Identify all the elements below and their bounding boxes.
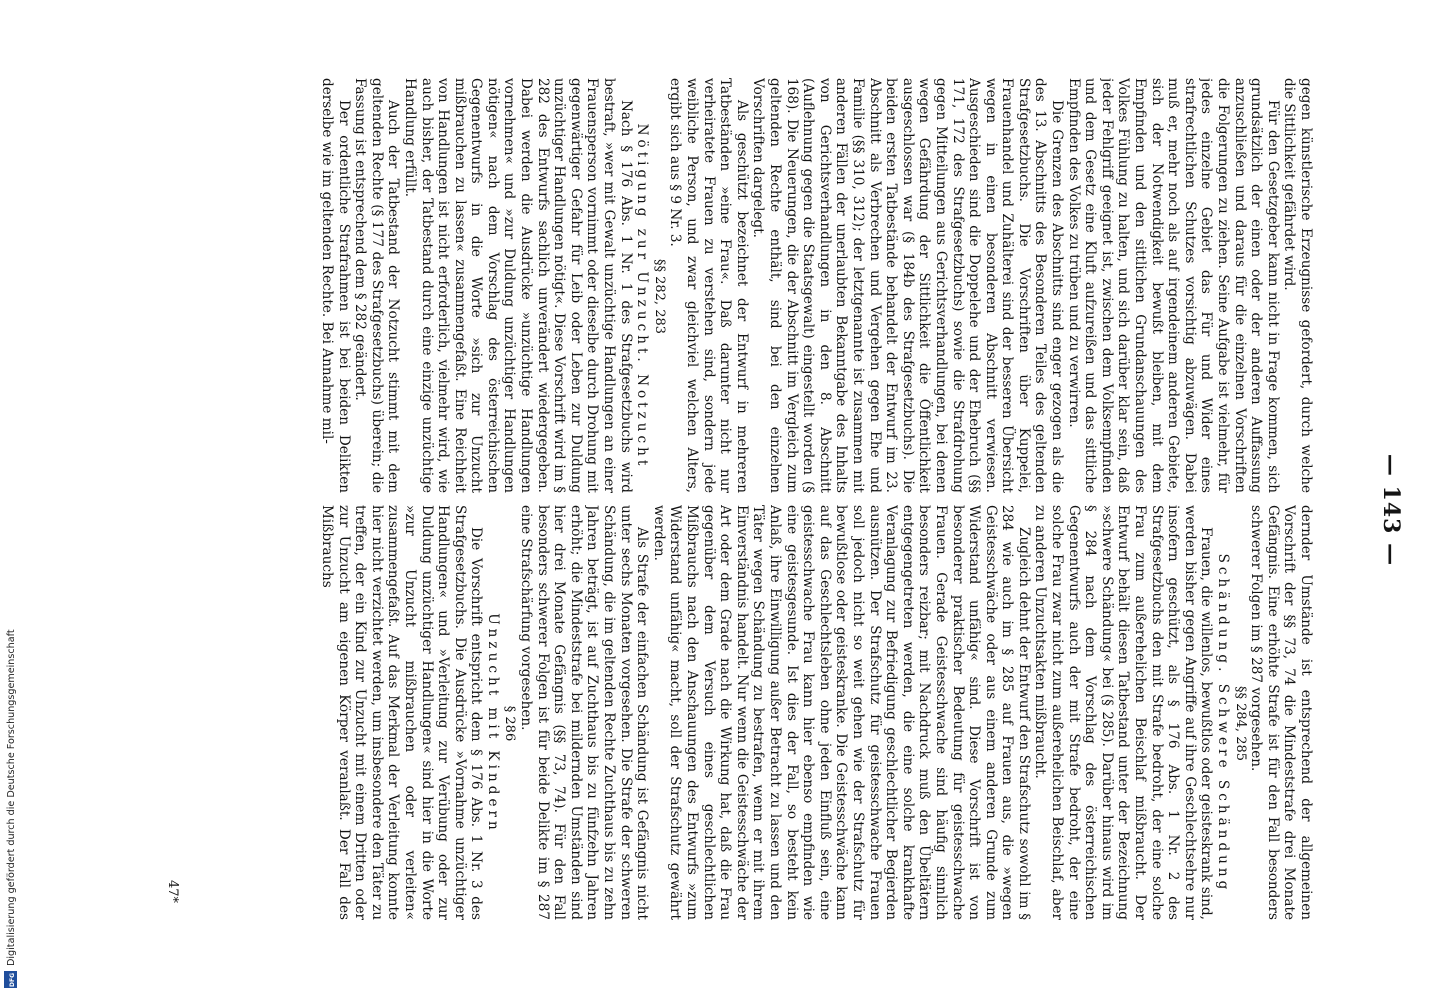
paragraph: Als Strafe der einfachen Schändung ist Gefängnis nicht unter sechs Monaten vorgesehen. Die Strafe der schweren Schändung, die im geltenden Rechte Zuchthaus bis zu zehn Jahren beträgt, ist auf Zuchthaus bis zu fünfzehn Jahren erhöht; die Mindeststrafe bei mildernden Umständen sind hier drei Monate Gefängnis (§§ 73, 74). Für den Fall besonders schwerer Folgen ist für beide Delikte im § 287 eine Strafschärfung vorgesehen. <box>518 505 651 920</box>
paragraph: Für den Gesetzgeber kann nicht in Frage kommen, sich grundsätzlich der einen oder der anderen Auffassung anzuschließen und daraus für die einzelnen Vorschriften die Folgerungen zu ziehen. Seine Aufgabe ist vielmehr, für jedes einzelne Gebiet das Für und Wider eines strafrechtlichen Schutzes vorsichtig abzuwägen. Dabei muß er, mehr noch als auf irgendeinem anderen Gebiete, sich der Notwendigkeit bewußt bleiben, mit dem Empfinden und den sittlichen Grundanschauungen des Volkes Fühlung zu halten, und sich darüber klar sein, daß jeder Fehlgriff geeignet ist, zwischen dem Volksempfinden und dem Gesetz eine Kluft aufzureißen und das sittliche Empfinden des Volkes zu trüben und zu verwirren. <box>1065 78 1281 493</box>
section-title: Unzucht mit Kindern <box>484 613 501 834</box>
paragraph: Die Vorschrift entspricht dem § 176 Abs. 1 Nr. 3 des Strafgesetzbuchs. Die Ausdrücke »Vornahme unzüchtiger Handlungen« und »Verleitung zur Verübung oder zur Duldung unzüchtiger Handlungen« sind hier in die Worte »zur Unzucht mißbrauchen oder verleiten« zusammengefaßt. Auf das Merkmal der Verleitung konnte hier nicht verzichtet werden, um insbesondere den Täter zu treffen, der ein Kind zur Unzucht mit einem Dritten oder zur Unzucht am eigenen Körper veranlaßt. Der Fall des Mißbrauchs <box>318 505 485 920</box>
section-title: Schändung. Schwere Schändung <box>1215 553 1232 894</box>
section-number: §§ 282, 283 <box>651 258 667 335</box>
section-title: Nötigung zur Unzucht. Notzucht <box>634 123 651 470</box>
funding-footer <box>2 2 19 992</box>
paragraph: Der ordentliche Strafrahmen ist bei beiden Delikten derselbe wie im geltenden Rechte. Bei Annahme mil- <box>318 78 352 493</box>
paragraph: Auch der Tatbestand der Notzucht stimmt mit dem geltenden Rechte (§ 177 des Strafgesetzbuchs) überein; die Fassung ist entsprechend dem § 282 geändert. <box>352 78 402 493</box>
dfg-logo-icon: DFG <box>4 971 17 988</box>
section-number: § 286 <box>502 705 518 742</box>
paragraph: Nach § 176 Abs. 1 Nr. 1 des Strafgesetzbuchs wird bestraft, »wer mit Gewalt unzüchtige Handlungen an einer Frauensperson vornimmt oder dieselbe durch Drohung mit gegenwärtiger Gefahr für Leib oder Leben zur Duldung unzüchtiger Handlungen nötigt«. Diese Vorschrift wird im § 282 des Entwurfs sachlich unverändert wiedergegeben. Dabei werden die Ausdrücke »unzüchtige Handlungen vornehmen« und »zur Duldung unzüchtiger Handlungen nötigen« nach dem Vorschlag des österreichischen Gegenentwurfs in die Worte »sich zur Unzucht mißbrauchen zu lassen« zusammengefaßt. Eine Reichheit von Handlungen ist nicht erforderlich, vielmehr wird, wie auch bisher, der Tatbestand durch eine einzige unzüchtige Handlung erfüllt. <box>401 78 634 493</box>
paragraph: Als geschützt bezeichnet der Entwurf in mehreren Tatbeständen »eine Frau«. Daß darunter nicht nur verheiratete Frauen zu verstehen sind, sondern jede weibliche Person, und zwar gleichviel welchen Alters, ergibt sich aus § 9 Nr. 3. <box>667 78 750 493</box>
sheet-signature: 47* <box>165 880 180 904</box>
right-column <box>174 505 1314 920</box>
paragraph: dernder Umstände ist entsprechend der allgemeinen Vorschrift der §§ 73, 74 die Mindeststrafe drei Monate Gefängnis. Eine erhöhte Strafe ist für den Fall besonders schwerer Folgen im § 287 vorgesehen. <box>1248 505 1314 920</box>
paragraph: gegen künstlerische Erzeugnisse gefordert, durch welche die Sittlichkeit gefährdet wird. <box>1281 78 1314 493</box>
paragraph: Die Grenzen des Abschnitts sind enger gezogen als die des 13. Abschnitts des Besonderen Teiles des geltenden Strafgesetzbuchs. Die Vorschriften über Kuppelei, Frauenhandel und Zuhälterei sind der besseren Übersicht wegen in einen besonderen Abschnitt verwiesen. Ausgeschieden sind die Doppelehe und der Ehebruch (§§ 171, 172 des Strafgesetzbuchs) sowie die Strafdrohung gegen Mitteilungen aus Gerichtsverhandlungen, bei denen wegen Gefährdung der Sittlichkeit die Öffentlichkeit ausgeschlossen war (§ 184b des Strafgesetzbuchs). Die beiden ersten Tatbestände behandelt der Entwurf im 23. Abschnitt als Verbrechen und Vergehen gegen Ehe und Familie (§§ 310, 312); der letztgenannte ist zusammen mit anderen Fällen der unerlaubten Bekanntgabe des Inhalts von Gerichtsverhandlungen in den 8. Abschnitt (Auflehnung gegen die Staatsgewalt) eingestellt worden (§ 168). Die Neuerungen, die der Abschnitt im Vergleich zum geltenden Rechte enthält, sind bei den einzelnen Vorschriften dargelegt. <box>750 78 1066 493</box>
funding-note: Digitalisierung gefördert durch die Deutsche Forschungsgemeinschaft <box>6 629 17 966</box>
section-number: §§ 284, 285 <box>1232 685 1248 762</box>
left-column <box>174 78 1314 493</box>
paragraph: Zugleich dehnt der Entwurf den Strafschutz sowohl im § 284 wie auch im § 285 auf Frauen aus, die »wegen Geistesschwäche oder aus einem anderen Grunde zum Widerstand unfähig« sind. Diese Vorschrift ist von besonderer praktischer Bedeutung für geistesschwache Frauen. Gerade Geistesschwache sind häufig sinnlich besonders reizbar; mit Nachdruck muß den Übeltätern entgegengetreten werden, die eine solche krankhafte Veranlagung zur Befriedigung geschlechtlicher Begierden ausnützen. Der Strafschutz für geistesschwache Frauen soll jedoch nicht so weit gehen wie der Strafschutz für bewußtlose oder geisteskranke. Die Geistesschwäche kann auf das Geschlechtsleben ohne jeden Einfluß sein, eine geistesschwache Frau kann hier ebenso empfinden wie eine geistesgesunde. Ist dies der Fall, so besteht kein Anlaß, ihre Einwilligung außer Betracht zu lassen und den Täter wegen Schändung zu bestrafen, wenn er mit ihrem Einverständnis handelt. Nur wenn die Geistesschwäche der Art oder dem Grade nach die Wirkung hat, daß die Frau gegenüber dem Versuch eines geschlechtlichen Mißbrauchs nach den Anschauungen des Entwurfs »zum Widerstand unfähig« macht, soll der Strafschutz gewährt werden. <box>650 505 1032 920</box>
paragraph: Frauen, die willenlos, bewußtlos oder geisteskrank sind, werden bisher gegen Angriffe auf ihre Geschlechtsehre nur insofern geschützt, als § 176 Abs. 1 Nr. 2 des Strafgesetzbuchs den mit Strafe bedroht, der eine solche Frau zum außerehelichen Beischlaf mißbraucht. Der Entwurf behält diesen Tatbestand unter der Bezeichnung »schwere Schändung« bei (§ 285). Darüber hinaus wird im § 284 nach dem Vorschlag des österreichischen Gegenentwurfs auch der mit Strafe bedroht, der eine solche Frau zwar nicht zum außerehelichen Beischlaf, aber zu anderen Unzuchtsakten mißbraucht. <box>1032 505 1215 920</box>
page-number: — 143 — <box>1378 453 1404 567</box>
